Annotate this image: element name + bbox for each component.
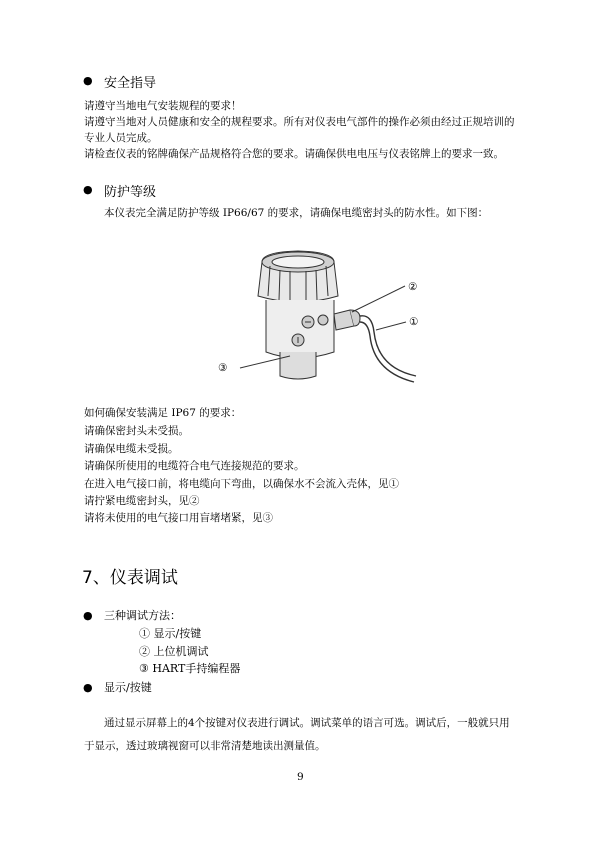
figure-label-3: ③ [218,362,228,374]
method-1: ① 显示/按键 [139,627,202,640]
protection-intro: 本仪表完全满足防护等级 IP66/67 的要求，请确保电缆密封头的防水性。如下图： [104,207,489,219]
method-3: ③ HART手持编程器 [139,662,241,675]
safety-line-4: 请检查仪表的铭牌确保产品规格符合您的要求。请确保供电电压与仪表铭牌上的要求一致。 [84,148,504,160]
ip67-how-title: 如何确保安装满足 IP67 的要求： [84,407,242,419]
ip67-line-6: 请将未使用的电气接口用盲堵堵紧，见③ [84,512,273,524]
bullet-icon: ● [83,681,93,694]
bullet-icon: ● [83,183,93,196]
page-number: 9 [297,771,304,783]
ip67-line-4: 在进入电气接口前，将电缆向下弯曲，以确保水不会流入壳体，见① [84,478,399,490]
safety-line-1: 请遵守当地电气安装规程的要求！ [84,100,242,112]
ip67-line-2: 请确保电缆未受损。 [84,443,179,455]
safety-line-2: 请遵守当地对人员健康和安全的规程要求。所有对仪表电气部件的操作必须由经过正规培训的 [84,116,515,128]
device-figure [210,240,470,390]
section-7-title: 7、仪表调试 [82,568,178,588]
display-body-line-2: 于显示，透过玻璃视窗可以非常清楚地读出测量值。 [84,740,326,752]
figure-label-1: ① [409,316,419,328]
safety-line-3: 专业人员完成。 [84,132,158,144]
display-body-line-1: 通过显示屏幕上的4个按键对仪表进行调试。调试菜单的语言可选。调试后，一般就只用 [104,717,510,729]
bullet-icon: ● [83,609,93,622]
ip67-line-1: 请确保密封头未受损。 [84,425,189,437]
display-keys-title: 显示/按键 [104,681,152,694]
methods-title: 三种调试方法： [104,609,181,622]
ip67-line-5: 请拧紧电缆密封头，见② [84,495,200,507]
section-title-protection: 防护等级 [104,185,157,200]
ip67-line-3: 请确保所使用的电缆符合电气连接规范的要求。 [84,460,305,472]
bullet-icon: ● [83,74,93,87]
method-2: ② 上位机调试 [139,645,209,658]
section-title-safety: 安全指导 [104,76,157,91]
figure-label-2: ② [408,281,418,293]
